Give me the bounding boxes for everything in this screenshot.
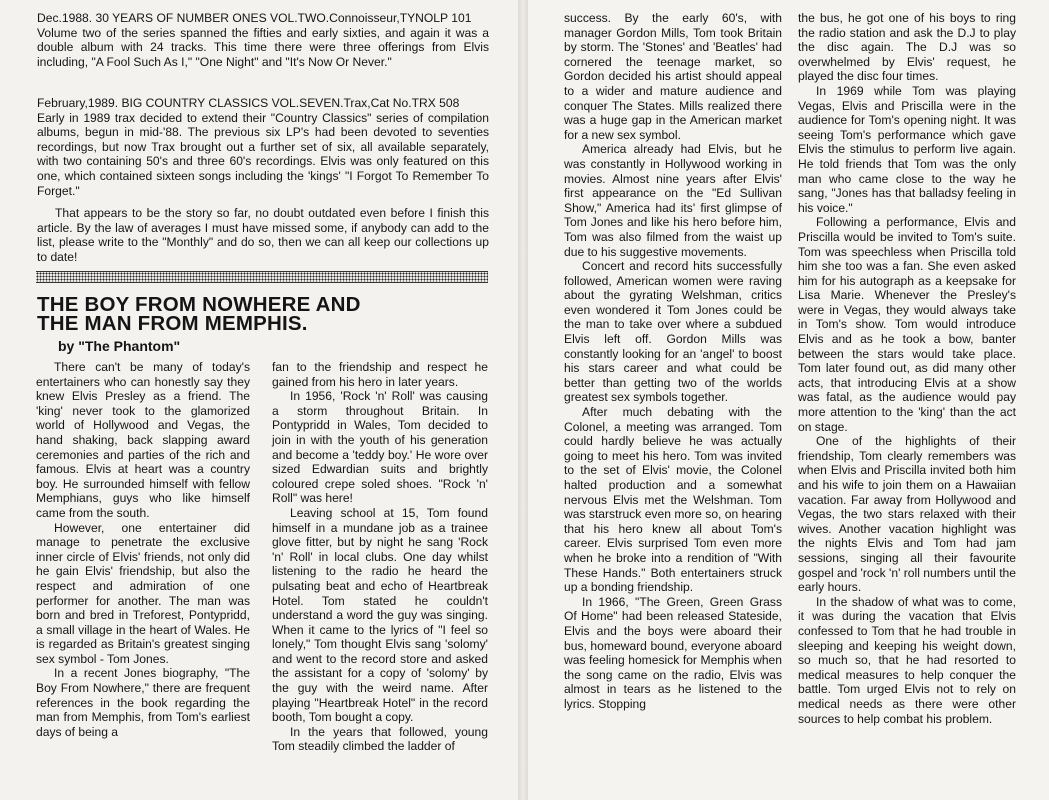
paragraph: Leaving school at 15, Tom found himself in a mundane job as a trainee glove fitter, but by night he sang 'Rock 'n' Roll' in local clubs. One day whilst listening to the radio he heard the pulsating beat and echo of Heartbreak Hotel. Tom stated he couldn't understand a word the guy was singing. When it came to the lyrics of "I feel so lonely," Tom thought Elvis sang 'solomy' and went to the record store and asked the assistant for a copy of 'solomy' by the guy with the weird name. After playing "Heartbreak Hotel" in the record booth, Tom bought a copy.: [272, 505, 488, 725]
closing-paragraph: That appears to be the story so far, no doubt outdated even before I finish this article. By the law of averages I must have missed some, if anybody can add to the list, please write to the "Monthly" and do so, then we can all keep our collections up to date!: [37, 206, 489, 264]
article-title: [37, 295, 497, 333]
article-column-4: [798, 11, 1016, 726]
paragraph: In the years that followed, young Tom steadily climbed the ladder of: [272, 724, 488, 754]
book-gutter: [518, 0, 528, 800]
paragraph: success. By the early 60's, with manager Gordon Mills, Tom took Britain by storm. The 'Stones' and 'Beatles' had cornered the teenage market, so Gordon decided his artist should appeal to a wider and mature audience and conquer The States. Mills realized there was a huge gap in the American market for a new sex symbol.: [564, 11, 782, 142]
paragraph: Following a performance, Elvis and Priscilla would be invited to Tom's suite. Tom was speechless when Priscilla told him she too was a fan. She even asked him for his autograph as a keepsake for Lisa Marie. Whenever the Presley's were in Vegas, they would always take in Tom's show. Tom would introduce Elvis and as he took a bow, banter between the stars would take place. Tom later found out, as did many other acts, that introducing Elvis at a show was fatal, as the audience would pay more attention to the 'king' than the act on stage.: [798, 215, 1016, 434]
section-divider: [36, 271, 488, 283]
paragraph: In 1969 while Tom was playing Vegas, Elvis and Priscilla were in the audience for Tom's opening night. It was seeing Tom's performance which gave Elvis the stimulus to perform live again. He told friends that Tom was the only man who came close to the way he sang, "Jones has that balladsy feeling in his voice.": [798, 83, 1016, 215]
paragraph: America already had Elvis, but he was constantly in Hollywood working in movies. Almost nine years after Elvis' first appearance on the "Ed Sullivan Show," America had its' first glimpse of Tom Jones and like his hero before him, Tom was also filmed from the waist up due to his suggestive movements.: [564, 142, 782, 259]
paragraph: In a recent Jones biography, "The Boy From Nowhere," there are frequent references in the book regarding the man from Memphis, from Tom's earliest days of being a: [36, 666, 250, 739]
left-page: [0, 0, 518, 800]
record-description: Early in 1989 trax decided to extend their "Country Classics" series of compilation albums, begun in mid-'88. The previous six LP's had been devoted to seventies recordings, but now Trax brought out a further set of six, all available separately, with two containing 50's and three 60's recordings. Elvis was only featured on this one, which contained sixteen songs including the 'kings' "I Forgot To Remember To Forget.": [37, 110, 489, 198]
article-column-3: [564, 11, 782, 712]
article-byline: by "The Phantom": [58, 338, 181, 354]
paragraph: Concert and record hits successfully followed, American women were raving about the gyrating Welshman, critics even wondered it Tom Jones could be the man to take over where a subdued Elvis left off. Gordon Mills was constantly looking for an 'angel' to boost his stars career and what could be better than getting two of the worlds greatest sex symbols together.: [564, 259, 782, 405]
article-column-2: [272, 360, 488, 754]
record-entry-trax: [37, 96, 489, 198]
paragraph: the bus, he got one of his boys to ring the radio station and ask the D.J to play the disc again. The D.J was so overwhelmed by Elvis' request, he played the disc four times.: [798, 11, 1016, 84]
paragraph: In the shadow of what was to come, it was during the vacation that Elvis confessed to Tom that he had trouble in sleeping and keeping his weight down, so much so, that he had resorted to medical measures to help conquer the battle. Tom urged Elvis not to rely on medical needs as there were other sources to help combat his problem.: [798, 594, 1016, 726]
paragraph: In 1966, "The Green, Green Grass Of Home" had been released Stateside, Elvis and the boys were aboard their bus, homeward bound, everyone aboard was feeling homesick for Memphis when the song came on the radio, Elvis was almost in tears as he listened to the lyrics. Stopping: [564, 594, 782, 711]
paragraph: There can't be many of today's entertainers who can honestly say they knew Elvis Presley as a friend. The 'king' never took to the glamorized world of Hollywood and Vegas, the hand shaking, back slapping award ceremonies and parties of the rich and famous. Elvis at heart was a country boy. He surrounded himself with fellow Memphians, guys who like himself came from the south.: [36, 360, 250, 520]
paragraph: One of the highlights of their friendship, Tom clearly remembers was when Elvis and Priscilla invited both him and his wife to join them on a Hawaiian vacation. Far away from Hollywood and Vegas, the two stars relaxed with their wives. Another vacation highlight was the nights Elvis and Tom had jam sessions, singing all their favourite gospel and 'rock 'n' roll numbers until the early hours.: [798, 434, 1017, 595]
paragraph: In 1956, 'Rock 'n' Roll' was causing a storm throughout Britain. In Pontypridd in Wales, Tom decided to join in with the youth of his generation and become a 'teddy boy.' He wore over sized Edwardian suits and brightly coloured crepe soled shoes. "Rock 'n' Roll" was here!: [272, 389, 488, 506]
paragraph: fan to the friendship and respect he gained from his hero in later years.: [272, 360, 488, 389]
paragraph: After much debating with the Colonel, a meeting was arranged. Tom could hardly believe he was actually going to meet his hero. Tom was invited to the set of Elvis' movie, the Colonel halted production and a somewhat nervous Elvis met the Welshman. Tom was starstruck even more so, on hearing that his hero knew all about Tom's career. Elvis surprised Tom even more when he broke into a rendition of "With These Hands." Both entertainers struck up a bonding friendship.: [564, 405, 782, 595]
paragraph: However, one entertainer did manage to penetrate the exclusive inner circle of Elvis' friends, not only did he gain Elvis' friendship, but also the respect and admiration of one performer for another. The man was born and bred in Treforest, Pontypridd, a small village in the heart of Wales. He is regarded as Britain's greatest singing sex symbol - Tom Jones.: [36, 520, 250, 666]
article-title-line2: THE MAN FROM MEMPHIS.: [37, 312, 308, 335]
record-entry-connoisseur: [37, 11, 489, 69]
record-heading: Dec.1988. 30 YEARS OF NUMBER ONES VOL.TWO.Connoisseur,TYNOLP 101: [37, 11, 472, 25]
article-title-line1: THE BOY FROM NOWHERE AND: [37, 293, 361, 316]
record-heading: February,1989. BIG COUNTRY CLASSICS VOL.SEVEN.Trax,Cat No.TRX 508: [37, 96, 460, 110]
right-page: [528, 0, 1049, 800]
record-description: Volume two of the series spanned the fifties and early sixties, and again it was a double album with 24 tracks. This time there were three offerings from Elvis including, "A Fool Such As I," "One Night" and "It's Now Or Never.": [37, 25, 489, 69]
article-column-1: [36, 360, 250, 739]
